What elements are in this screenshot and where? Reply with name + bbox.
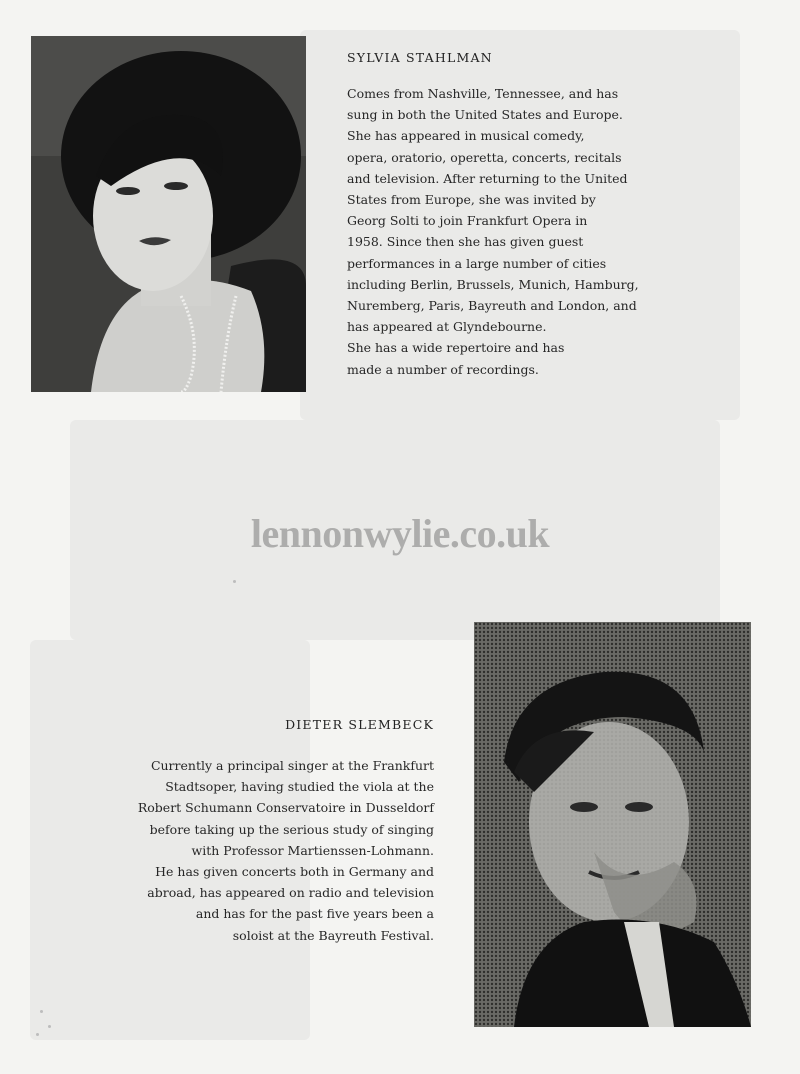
paper-speck — [40, 1010, 43, 1013]
bio-line: and television. After returning to the United — [347, 170, 628, 186]
bio-line: performances in a large number of cities — [347, 255, 607, 271]
bio-line: Nuremberg, Paris, Bayreuth and London, and — [347, 298, 637, 314]
bio-line: She has appeared in musical comedy, — [347, 128, 585, 144]
bio-line: States from Europe, she was invited by — [347, 192, 596, 208]
bio-line: has appeared at Glyndebourne. — [347, 319, 547, 335]
performer-bio — [138, 755, 434, 946]
bio-line: 1958. Since then she has given guest — [347, 234, 584, 250]
bio-line: He has given concerts both in Germany and — [155, 864, 434, 880]
bio-line: Stadtsoper, having studied the viola at the — [165, 779, 434, 795]
bio-line: opera, oratorio, operetta, concerts, recitals — [347, 149, 622, 165]
bio-line: Georg Solti to join Frankfurt Opera in — [347, 213, 588, 229]
bio-line: before taking up the serious study of singing — [149, 821, 434, 837]
bio-line: Currently a principal singer at the Frankfurt — [150, 758, 434, 773]
watermark-text: lennonwylie.co.uk — [250, 511, 550, 556]
bio-line: soloist at the Bayreuth Festival. — [232, 927, 434, 943]
paper-speck — [233, 580, 236, 583]
bio-line: She has a wide repertoire and has — [347, 340, 565, 356]
performer-name: SYLVIA STAHLMAN — [347, 50, 493, 65]
bio-line: including Berlin, Brussels, Munich, Hamburg, — [347, 276, 639, 292]
portrait-photo-woman — [31, 36, 306, 392]
bio-line: with Professor Martienssen-Lohmann. — [191, 842, 434, 858]
portrait-photo-man — [474, 622, 751, 1027]
performer-bio — [347, 83, 639, 380]
bio-line: Comes from Nashville, Tennessee, and has — [347, 86, 619, 101]
bio-line: sung in both the United States and Europe. — [347, 107, 623, 123]
paper-speck — [48, 1025, 51, 1028]
portrait-man-graphic — [474, 622, 751, 1027]
portrait-woman-graphic — [31, 36, 306, 392]
bio-line: made a number of recordings. — [347, 361, 539, 377]
performer-name: DIETER SLEMBECK — [285, 717, 434, 732]
bio-line: Robert Schumann Conservatoire in Dusseldorf — [137, 800, 434, 816]
bio-line: abroad, has appeared on radio and television — [147, 885, 434, 901]
paper-speck — [36, 1033, 39, 1036]
bio-line: and has for the past five years been a — [195, 906, 434, 922]
